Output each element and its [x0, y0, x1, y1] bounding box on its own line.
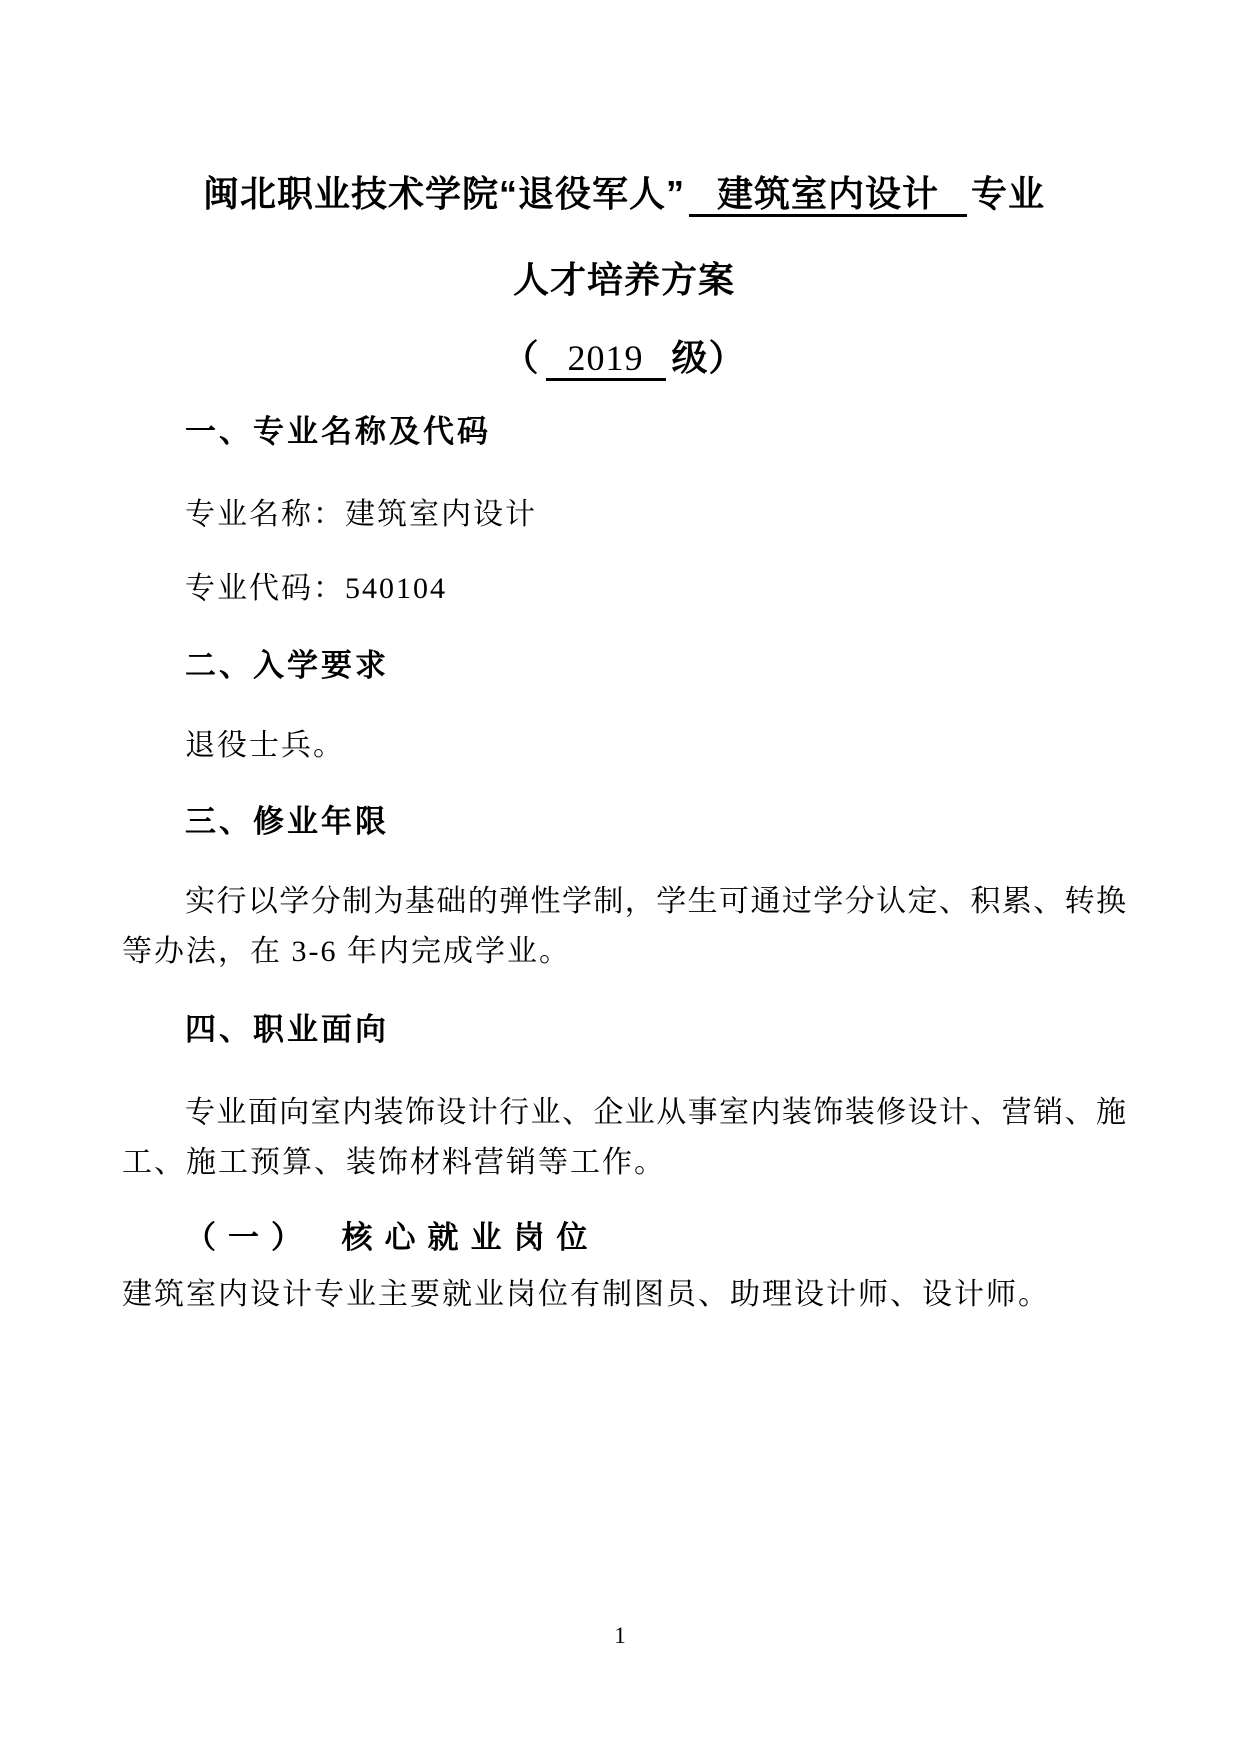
paragraph [122, 877, 1126, 977]
doc-title-line-3 [122, 336, 1126, 380]
paragraph-line: 建筑室内设计专业主要就业岗位有制图员、助理设计师、设计师。 [122, 1278, 1050, 1311]
doc-title-major-suffix: 专业 [971, 173, 1046, 214]
paragraph-line: 专业代码：540104 [185, 572, 447, 605]
paragraph-line: 专业面向室内装饰设计行业、企业从事室内装饰装修设计、营销、施 [185, 1096, 1126, 1129]
paragraph-line: 等办法，在 3-6 年内完成学业。 [122, 935, 571, 968]
doc-title-line-1 [122, 170, 1126, 218]
subsection-heading-core-jobs: （一） 核心就业岗位 [185, 1220, 600, 1255]
doc-title-school-and-program: 闽北职业技术学院“退役军人” [202, 173, 685, 214]
paragraph-line: 实行以学分制为基础的弹性学制，学生可通过学分认定、积累、转换 [185, 885, 1126, 918]
paragraph [122, 721, 1126, 771]
paragraph-line: 专业名称：建筑室内设计 [185, 498, 537, 531]
paragraph-line: 工、施工预算、装饰材料营销等工作。 [122, 1146, 666, 1179]
class-year-open-paren: （ [502, 337, 540, 378]
class-year-close: 级） [671, 337, 746, 378]
paragraph [122, 1088, 1126, 1188]
doc-title-line-2: 人才培养方案 [512, 259, 735, 300]
paragraph-line: 退役士兵。 [185, 729, 345, 762]
section-heading-3: 三、修业年限 [185, 804, 389, 839]
paragraph [122, 490, 1126, 540]
page-number: 1 [614, 1623, 626, 1648]
document-content [0, 170, 1240, 1320]
section-heading-2: 二、入学要求 [185, 648, 389, 683]
class-year-underlined: 2019 [546, 338, 666, 381]
paragraph [122, 564, 1126, 614]
paragraph [122, 1270, 1126, 1320]
section-heading-1: 一、专业名称及代码 [185, 414, 491, 449]
section-heading-4: 四、职业面向 [185, 1012, 389, 1047]
doc-title-major-underlined: 建筑室内设计 [689, 173, 967, 217]
